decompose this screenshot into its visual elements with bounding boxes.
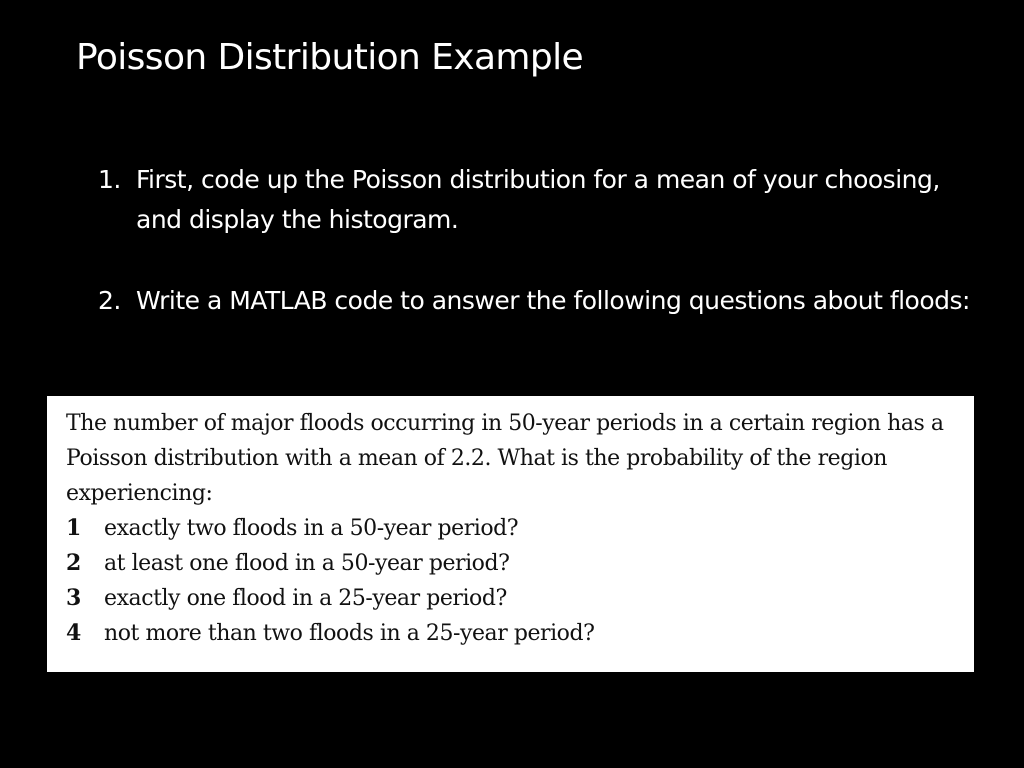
list-item: [98, 160, 978, 240]
list-item-number: 2.: [98, 286, 121, 315]
question-number: 1: [66, 515, 81, 541]
question-text: at least one flood in a 50-year period?: [104, 551, 510, 576]
question-row: [66, 511, 594, 546]
question-text: exactly two floods in a 50-year period?: [104, 516, 519, 541]
list-item: [98, 281, 978, 321]
question-text: exactly one flood in a 25-year period?: [104, 586, 507, 611]
question-text: not more than two floods in a 25-year period?: [104, 621, 595, 646]
question-row: [66, 546, 594, 581]
list-item-text: Write a MATLAB code to answer the following questions about floods:: [136, 286, 970, 315]
question-number: 3: [66, 585, 81, 611]
question-row: [66, 616, 594, 651]
numbered-list: [98, 160, 978, 321]
list-item-text: First, code up the Poisson distribution for a mean of your choosing, and display the histogram.: [136, 165, 940, 234]
excerpt-intro: The number of major floods occurring in 50-year periods in a certain region has a Poisson distribution with a mean of 2.2. What is the probability of the region experiencing:: [66, 411, 944, 506]
list-item-number: 1.: [98, 165, 121, 194]
slide-title: Poisson Distribution Example: [76, 37, 584, 78]
question-row: [66, 581, 594, 616]
question-number: 2: [66, 550, 81, 576]
excerpt-questions: [66, 511, 594, 651]
textbook-excerpt: [47, 396, 974, 672]
question-number: 4: [66, 620, 81, 646]
